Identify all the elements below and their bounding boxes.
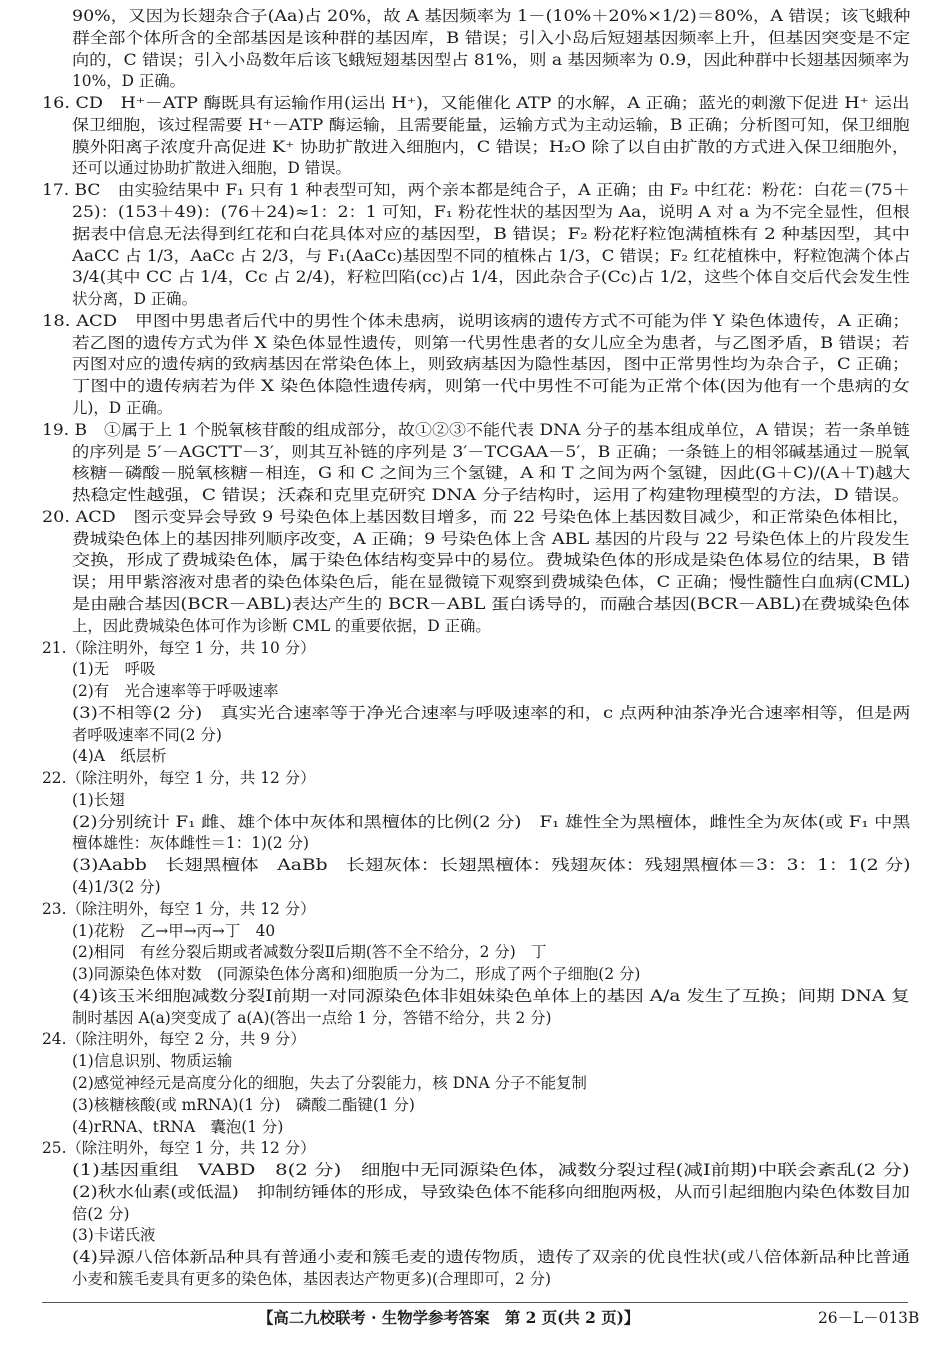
answer-line: (3)Aabb 长翅黑檀体 AaBb 长翅灰体：长翅黑檀体：残翅灰体：残翅黑檀体＝3：3：1：1(2 分) — [72, 856, 911, 875]
answer-line: 交换，形成了费城染色体，属于染色体结构变异中的易位。费城染色体的形成是染色体易位的结果，B 错 — [72, 551, 910, 570]
answer-line: 还可以通过协助扩散进入细胞，D 错误。 — [72, 159, 351, 178]
answer-line: 若乙图的遗传方式为伴 X 染色体显性遗传，则第一代男性患者的女儿应全为患者，与乙图矛盾，B 错误；若 — [72, 333, 910, 352]
answer-line: (4)异源八倍体新品种具有普通小麦和簇毛麦的遗传物质，遗传了双亲的优良性状(或八倍体新品种比普通 — [72, 1248, 911, 1267]
answer-line: (3)核糖核酸(或 mRNA)(1 分) 磷酸二酯键(1 分) — [72, 1095, 415, 1114]
answer-line: 25.（除注明外，每空 1 分，共 12 分） — [42, 1139, 316, 1158]
answer-line: 19. B ①属于上 1 个脱氧核苷酸的组成部分，故①②③不能代表 DNA 分子的基本组成单位，A 错误；若一条单链 — [42, 420, 910, 439]
answer-line: AaCC 占 1/3，AaCc 占 2/3，与 F₁(AaCc)基因型不同的植株占 1/3，C 错误；F₂ 红花植株中，籽粒饱满个体占 — [72, 246, 911, 265]
answer-line: 16. CD H⁺－ATP 酶既具有运输作用(运出 H⁺)，又能催化 ATP 的水解，A 正确；蓝光的刺激下促进 H⁺ 运出 — [42, 94, 910, 113]
answer-line: 向的，C 错误；引入小岛数年后该飞蛾短翅基因型占 81%，则 a 基因频率为 0.9，因此种群中长翅基因频率为 — [72, 50, 910, 69]
answer-line: 25)：(153＋49)：(76＋24)≈1：2：1 可知，F₁ 粉花性状的基因型为 Aa，说明 A 对 a 为不完全显性，但根 — [72, 202, 910, 221]
answer-line: 的序列是 5′－AGCTT－3′，则其互补链的序列是 3′－TCGAA－5′，B 正确；一条链上的相邻碱基通过－脱氧 — [72, 442, 910, 461]
answer-line: (4)A 纸层析 — [72, 747, 167, 766]
answer-line: 3/4(其中 CC 占 1/4，Cc 占 2/4)，籽粒凹陷(cc)占 1/4，因此杂合子(Cc)占 1/2，这些个体自交后代会发生性 — [72, 268, 910, 287]
answer-line: 檀体雄性：灰体雌性＝1：1)(2 分) — [72, 834, 309, 853]
answer-line: (3)不相等(2 分) 真实光合速率等于净光合速率与呼吸速率的和，c 点两种油茶净光合速率相等，但是两 — [72, 703, 911, 722]
answer-line: 膜外阳离子浓度升高促进 K⁺ 协助扩散进入细胞内，C 错误；H₂O 除了以自由扩散的方式进入保卫细胞外， — [72, 137, 910, 156]
footer-code: 26－L－013B — [818, 1309, 920, 1327]
footer-divider — [42, 1302, 908, 1303]
answer-line: (3)同源染色体对数 (同源染色体分离和)细胞质一分为二，形成了两个子细胞(2 分) — [72, 965, 641, 984]
answer-line: (1)无 呼吸 — [72, 660, 156, 679]
answer-line: 制时基因 A(a)突变成了 a(A)(答出一点给 1 分，答错不给分，共 2 分) — [72, 1008, 552, 1027]
answer-line: (4)rRNA、tRNA 囊泡(1 分) — [72, 1117, 284, 1136]
answer-line: 小麦和簇毛麦具有更多的染色体，基因表达产物更多)(合理即可，2 分) — [72, 1270, 552, 1288]
answer-line: 儿)，D 正确。 — [72, 398, 173, 417]
answer-line: (2)秋水仙素(或低温) 抑制纺锤体的形成，导致染色体不能移向细胞两极，从而引起细胞内染色体数目加 — [72, 1182, 910, 1201]
answer-line: 误；用甲紫溶液对患者的染色体染色后，能在显微镜下观察到费城染色体，C 正确；慢性髓性白血病(CML) — [72, 573, 911, 592]
answer-line: (4)该玉米细胞减数分裂Ⅰ前期一对同源染色体非姐妹染色单体上的基因 A/a 发生了互换；间期 DNA 复 — [72, 986, 910, 1005]
answer-line: 是由融合基因(BCR－ABL)表达产生的 BCR－ABL 蛋白诱导的，而融合基因(BCR－ABL)在费城染色体 — [72, 594, 910, 613]
answer-line: 10%，D 正确。 — [72, 72, 186, 91]
answer-line: (2)有 光合速率等于呼吸速率 — [72, 682, 279, 701]
answer-line: 22.（除注明外，每空 1 分，共 12 分） — [42, 769, 316, 788]
answer-line: (4)1/3(2 分) — [72, 878, 161, 897]
answer-line: (2)感觉神经元是高度分化的细胞，失去了分裂能力，核 DNA 分子不能复制 — [72, 1074, 587, 1093]
answer-line: 丙图对应的遗传病的致病基因在常染色体上，则致病基因为隐性基因，图中正常男性均为杂合子，C 正确； — [72, 355, 910, 374]
answer-line: 群全部个体所含的全部基因是该种群的基因库，B 错误；引入小岛后短翅基因频率上升，但基因突变是不定 — [72, 28, 911, 47]
answer-line: 20. ACD 图示变异会导致 9 号染色体上基因数目增多，而 22 号染色体上基因数目减少，和正常染色体相比， — [42, 507, 910, 526]
answer-line: (1)长翅 — [72, 790, 125, 809]
answer-line: 核糖－磷酸－脱氧核糖－相连，G 和 C 之间为三个氢键，A 和 T 之间为两个氢键，因此(G＋C)/(A＋T)越大 — [72, 464, 911, 483]
answer-line: 24.（除注明外，每空 2 分，共 9 分） — [42, 1030, 306, 1049]
answer-line: 倍(2 分) — [72, 1204, 130, 1223]
answer-line: 21.（除注明外，每空 1 分，共 10 分） — [42, 638, 316, 657]
answer-line: 状分离，D 正确。 — [72, 290, 197, 309]
answer-line: 18. ACD 甲图中男患者后代中的男性个体未患病，说明该病的遗传方式不可能为伴 Y 染色体遗传，A 正确； — [42, 311, 910, 330]
answer-line: (3)卡诺氏液 — [72, 1226, 156, 1245]
answer-line: 17. BC 由实验结果中 F₁ 只有 1 种表型可知，两个亲本都是纯合子，A 正确；由 F₂ 中红花：粉花：白花＝(75＋ — [42, 181, 910, 200]
answer-line: 费城染色体上的基因排列顺序改变，A 正确；9 号染色体上含 ABL 基因的片段与 22 号染色体上的片段发生 — [72, 529, 910, 548]
footer-title: 【高二九校联考 · 生物学参考答案 第 2 页(共 2 页)】 — [258, 1309, 640, 1327]
answer-line: 90%，又因为长翅杂合子(Aa)占 20%，故 A 基因频率为 1－(10%＋20%×1/2)＝80%，A 错误；该飞蛾种 — [72, 7, 911, 25]
answer-line: (1)花粉 乙→甲→丙→丁 40 — [72, 921, 276, 940]
answer-line: 丁图中的遗传病若为伴 X 染色体隐性遗传病，则第一代中男性不可能为正常个体(因为他有一个患病的女 — [72, 377, 910, 396]
answer-line: (2)相同 有丝分裂后期或者减数分裂Ⅱ后期(答不全不给分，2 分) 丁 — [72, 943, 547, 962]
answer-line: (1)信息识别、物质运输 — [72, 1052, 233, 1071]
answer-line: 据表中信息无法得到红花和白花具体对应的基因型，B 错误；F₂ 粉花籽粒饱满植株有 2 种基因型，其中 — [72, 224, 910, 243]
answer-line: 保卫细胞，该过程需要 H⁺－ATP 酶运输，且需要能量，运输方式为主动运输，B 正确；分析图可知，保卫细胞 — [72, 115, 910, 134]
answer-line: 23.（除注明外，每空 1 分，共 12 分） — [42, 899, 316, 918]
answer-line: (1)基因重组 VABD 8(2 分) 细胞中无同源染色体，减数分裂过程(减Ⅰ前期)中联会紊乱(2 分) — [72, 1161, 910, 1180]
answer-line: (2)分别统计 F₁ 雌、雄个体中灰体和黑檀体的比例(2 分) F₁ 雄性全为黑檀体，雌性全为灰体(或 F₁ 中黑 — [72, 812, 911, 831]
answer-line: 者呼吸速率不同(2 分) — [72, 725, 222, 744]
answer-line: 上，因此费城染色体可作为诊断 CML 的重要依据，D 正确。 — [72, 616, 491, 635]
answer-line: 热稳定性越强，C 错误；沃森和克里克研究 DNA 分子结构时，运用了构建物理模型的方法，D 错误。 — [72, 486, 911, 505]
